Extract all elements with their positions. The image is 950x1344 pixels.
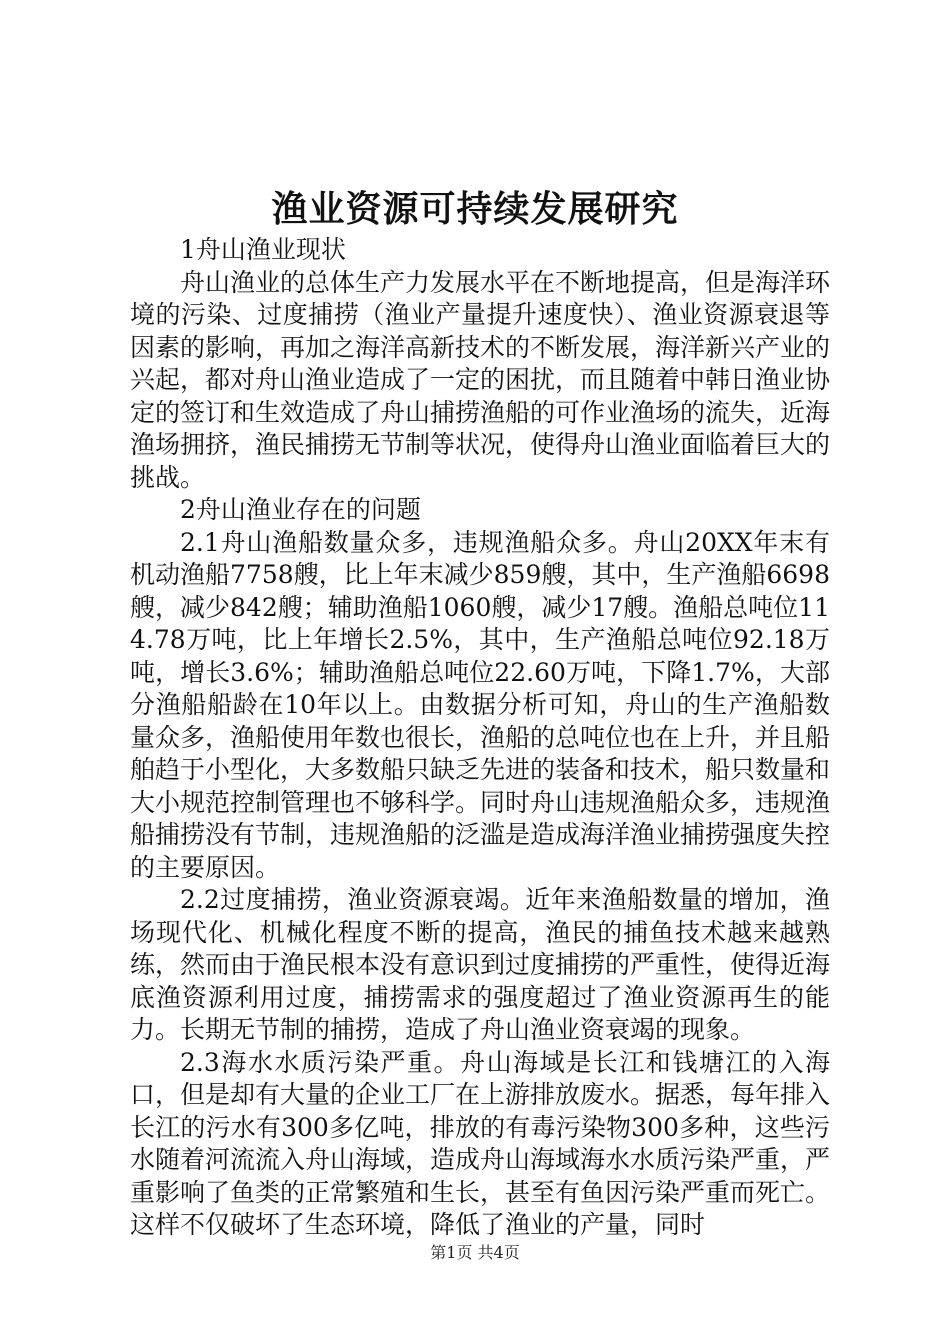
body-paragraph: 舟山渔业的总体生产力发展水平在不断地提高，但是海洋环境的污染、过度捕捞（渔业产量提升速度快）、渔业资源衰退等因素的影响，再加之海洋高新技术的不断发展，海洋新兴产业的兴起，都对舟山渔业造成了一定的困扰，而且随着中韩日渔业协定的签订和生效造成了舟山捕捞渔船的可作业渔场的流失，近海渔场拥挤，渔民捕捞无节制等状况，使得舟山渔业面临着巨大的挑战。: [130, 267, 831, 492]
body-paragraph: 2.3海水水质污染严重。舟山海域是长江和钱塘江的入海口，但是却有大量的企业工厂在上游排放废水。据悉，每年排入长江的污水有300多亿吨，排放的有毒污染物300多种，这些污水随着河流流入舟山海域，造成舟山海域海水水质污染严重，严重影响了鱼类的正常繁殖和生长，甚至有鱼因污染严重而死亡。这样不仅破坏了生态环境，降低了渔业的产量，同时: [130, 1047, 831, 1239]
section-heading: 1舟山渔业现状: [180, 235, 346, 264]
body-paragraph: 2.2过度捕捞，渔业资源衰竭。近年来渔船数量的增加，渔场现代化、机械化程度不断的提高，渔民的捕鱼技术越来越熟练，然而由于渔民根本没有意识到过度捕捞的严重性，使得近海底渔资源利用过度，捕捞需求的强度超过了渔业资源再生的能力。长期无节制的捕捞，造成了舟山渔业资衰竭的现象。: [130, 885, 831, 1044]
document-title: 渔业资源可持续发展研究: [271, 188, 679, 230]
section-heading: 2舟山渔业存在的问题: [180, 495, 421, 524]
page-number-footer: 第1页 共4页: [430, 1243, 520, 1262]
document-body: [130, 234, 830, 1242]
body-paragraph: 2.1舟山渔船数量众多，违规渔船众多。舟山20XX年末有机动渔船7758艘，比上年末减少859艘，其中，生产渔船6698艘，减少842艘；辅助渔船1060艘，减少17艘。渔船总吨位114.78万吨，比上年增长2.5%，其中，生产渔船总吨位92.18万吨，增长3.6%；辅助渔船总吨位22.60万吨，下降1.7%，大部分渔船船龄在10年以上。由数据分析可知，舟山的生产渔船数量众多，渔船使用年数也很长，渔船的总吨位也在上升，并且船舶趋于小型化，大多数船只缺乏先进的装备和技术，船只数量和大小规范控制管理也不够科学。同时舟山违规渔船众多，违规渔船捕捞没有节制，违规渔船的泛滥是造成海洋渔业捕捞强度失控的主要原因。: [130, 527, 831, 882]
